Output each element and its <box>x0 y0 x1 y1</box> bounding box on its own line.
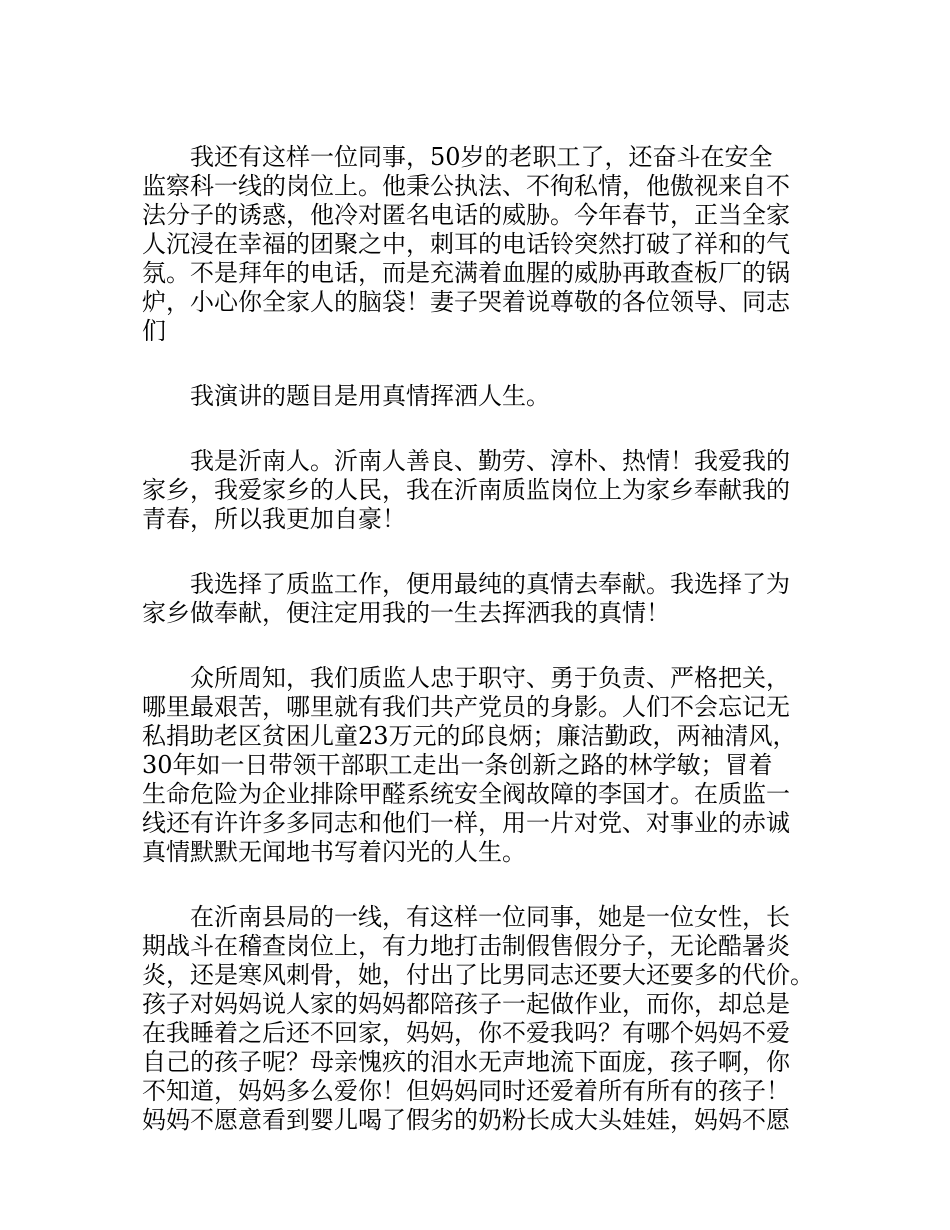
paragraph-speech-title <box>142 382 832 411</box>
text-line: 炉，小心你全家人的脑袋！妻子哭着说尊敬的各位领导、同志 <box>142 288 790 316</box>
text-line: 我还有这样一位同事，50岁的老职工了，还奋斗在安全 <box>190 143 773 171</box>
paragraph-female-colleague <box>142 903 832 1135</box>
paragraph-gap <box>142 534 832 570</box>
text-line: 家乡做奉献，便注定用我的一生去挥洒我的真情！ <box>142 599 670 627</box>
text-line: 哪里最艰苦，哪里就有我们共产党员的身影。人们不会忘记无 <box>142 693 790 721</box>
paragraph-yinan-people <box>142 447 832 534</box>
text-line: 生命危险为企业排除甲醛系统安全阀故障的李国才。在质监一 <box>142 780 790 808</box>
paragraph-colleague-safety <box>142 143 832 346</box>
text-line: 真情默默无闻地书写着闪光的人生。 <box>142 838 526 866</box>
paragraph-gap <box>142 411 832 447</box>
text-line: 监察科一线的岗位上。他秉公执法、不徇私情，他傲视来自不 <box>142 172 790 200</box>
text-line: 孩子对妈妈说人家的妈妈都陪孩子一起做作业，而你，却总是 <box>142 990 790 1018</box>
paragraph-choice <box>142 570 832 628</box>
text-line: 青春，所以我更加自豪！ <box>142 505 406 533</box>
text-line: 私捐助老区贫困儿童23万元的邱良炳；廉洁勤政，两袖清风， <box>142 722 797 750</box>
text-line: 我演讲的题目是用真情挥洒人生。 <box>190 382 550 410</box>
text-line: 我是沂南人。沂南人善良、勤劳、淳朴、热情！我爱我的 <box>190 447 790 475</box>
text-line: 们 <box>142 317 166 345</box>
text-line: 氛。不是拜年的电话，而是充满着血腥的威胁再敢查板厂的锅 <box>142 259 790 287</box>
text-line: 家乡，我爱家乡的人民，我在沂南质监岗位上为家乡奉献我的 <box>142 476 790 504</box>
text-line: 炎，还是寒风刺骨，她，付出了比男同志还要大还要多的代价。 <box>142 961 814 989</box>
paragraph-gap <box>142 628 832 664</box>
text-line: 30年如一日带领干部职工走出一条创新之路的林学敏；冒着 <box>142 751 773 779</box>
text-line: 我选择了质监工作，便用最纯的真情去奉献。我选择了为 <box>190 570 790 598</box>
text-line: 在沂南县局的一线，有这样一位同事，她是一位女性，长 <box>190 903 790 931</box>
text-line: 线还有许许多多同志和他们一样，用一片对党、对事业的赤诚 <box>142 809 790 837</box>
text-line: 不知道，妈妈多么爱你！但妈妈同时还爱着所有所有的孩子！ <box>142 1077 790 1105</box>
paragraph-gap <box>142 346 832 382</box>
paragraph-gap <box>142 867 832 903</box>
text-line: 法分子的诱惑，他冷对匿名电话的威胁。今年春节，正当全家 <box>142 201 790 229</box>
text-line: 在我睡着之后还不回家，妈妈，你不爱我吗？有哪个妈妈不爱 <box>142 1019 790 1047</box>
text-line: 自己的孩子呢？母亲愧疚的泪水无声地流下面庞，孩子啊，你 <box>142 1048 790 1076</box>
text-line: 妈妈不愿意看到婴儿喝了假劣的奶粉长成大头娃娃，妈妈不愿 <box>142 1106 790 1134</box>
text-line: 人沉浸在幸福的团聚之中，刺耳的电话铃突然打破了祥和的气 <box>142 230 790 258</box>
text-line: 期战斗在稽查岗位上，有力地打击制假售假分子，无论酷暑炎 <box>142 932 790 960</box>
document-body <box>142 143 832 1135</box>
text-line: 众所周知，我们质监人忠于职守、勇于负责、严格把关， <box>190 664 790 692</box>
paragraph-examples <box>142 664 832 867</box>
